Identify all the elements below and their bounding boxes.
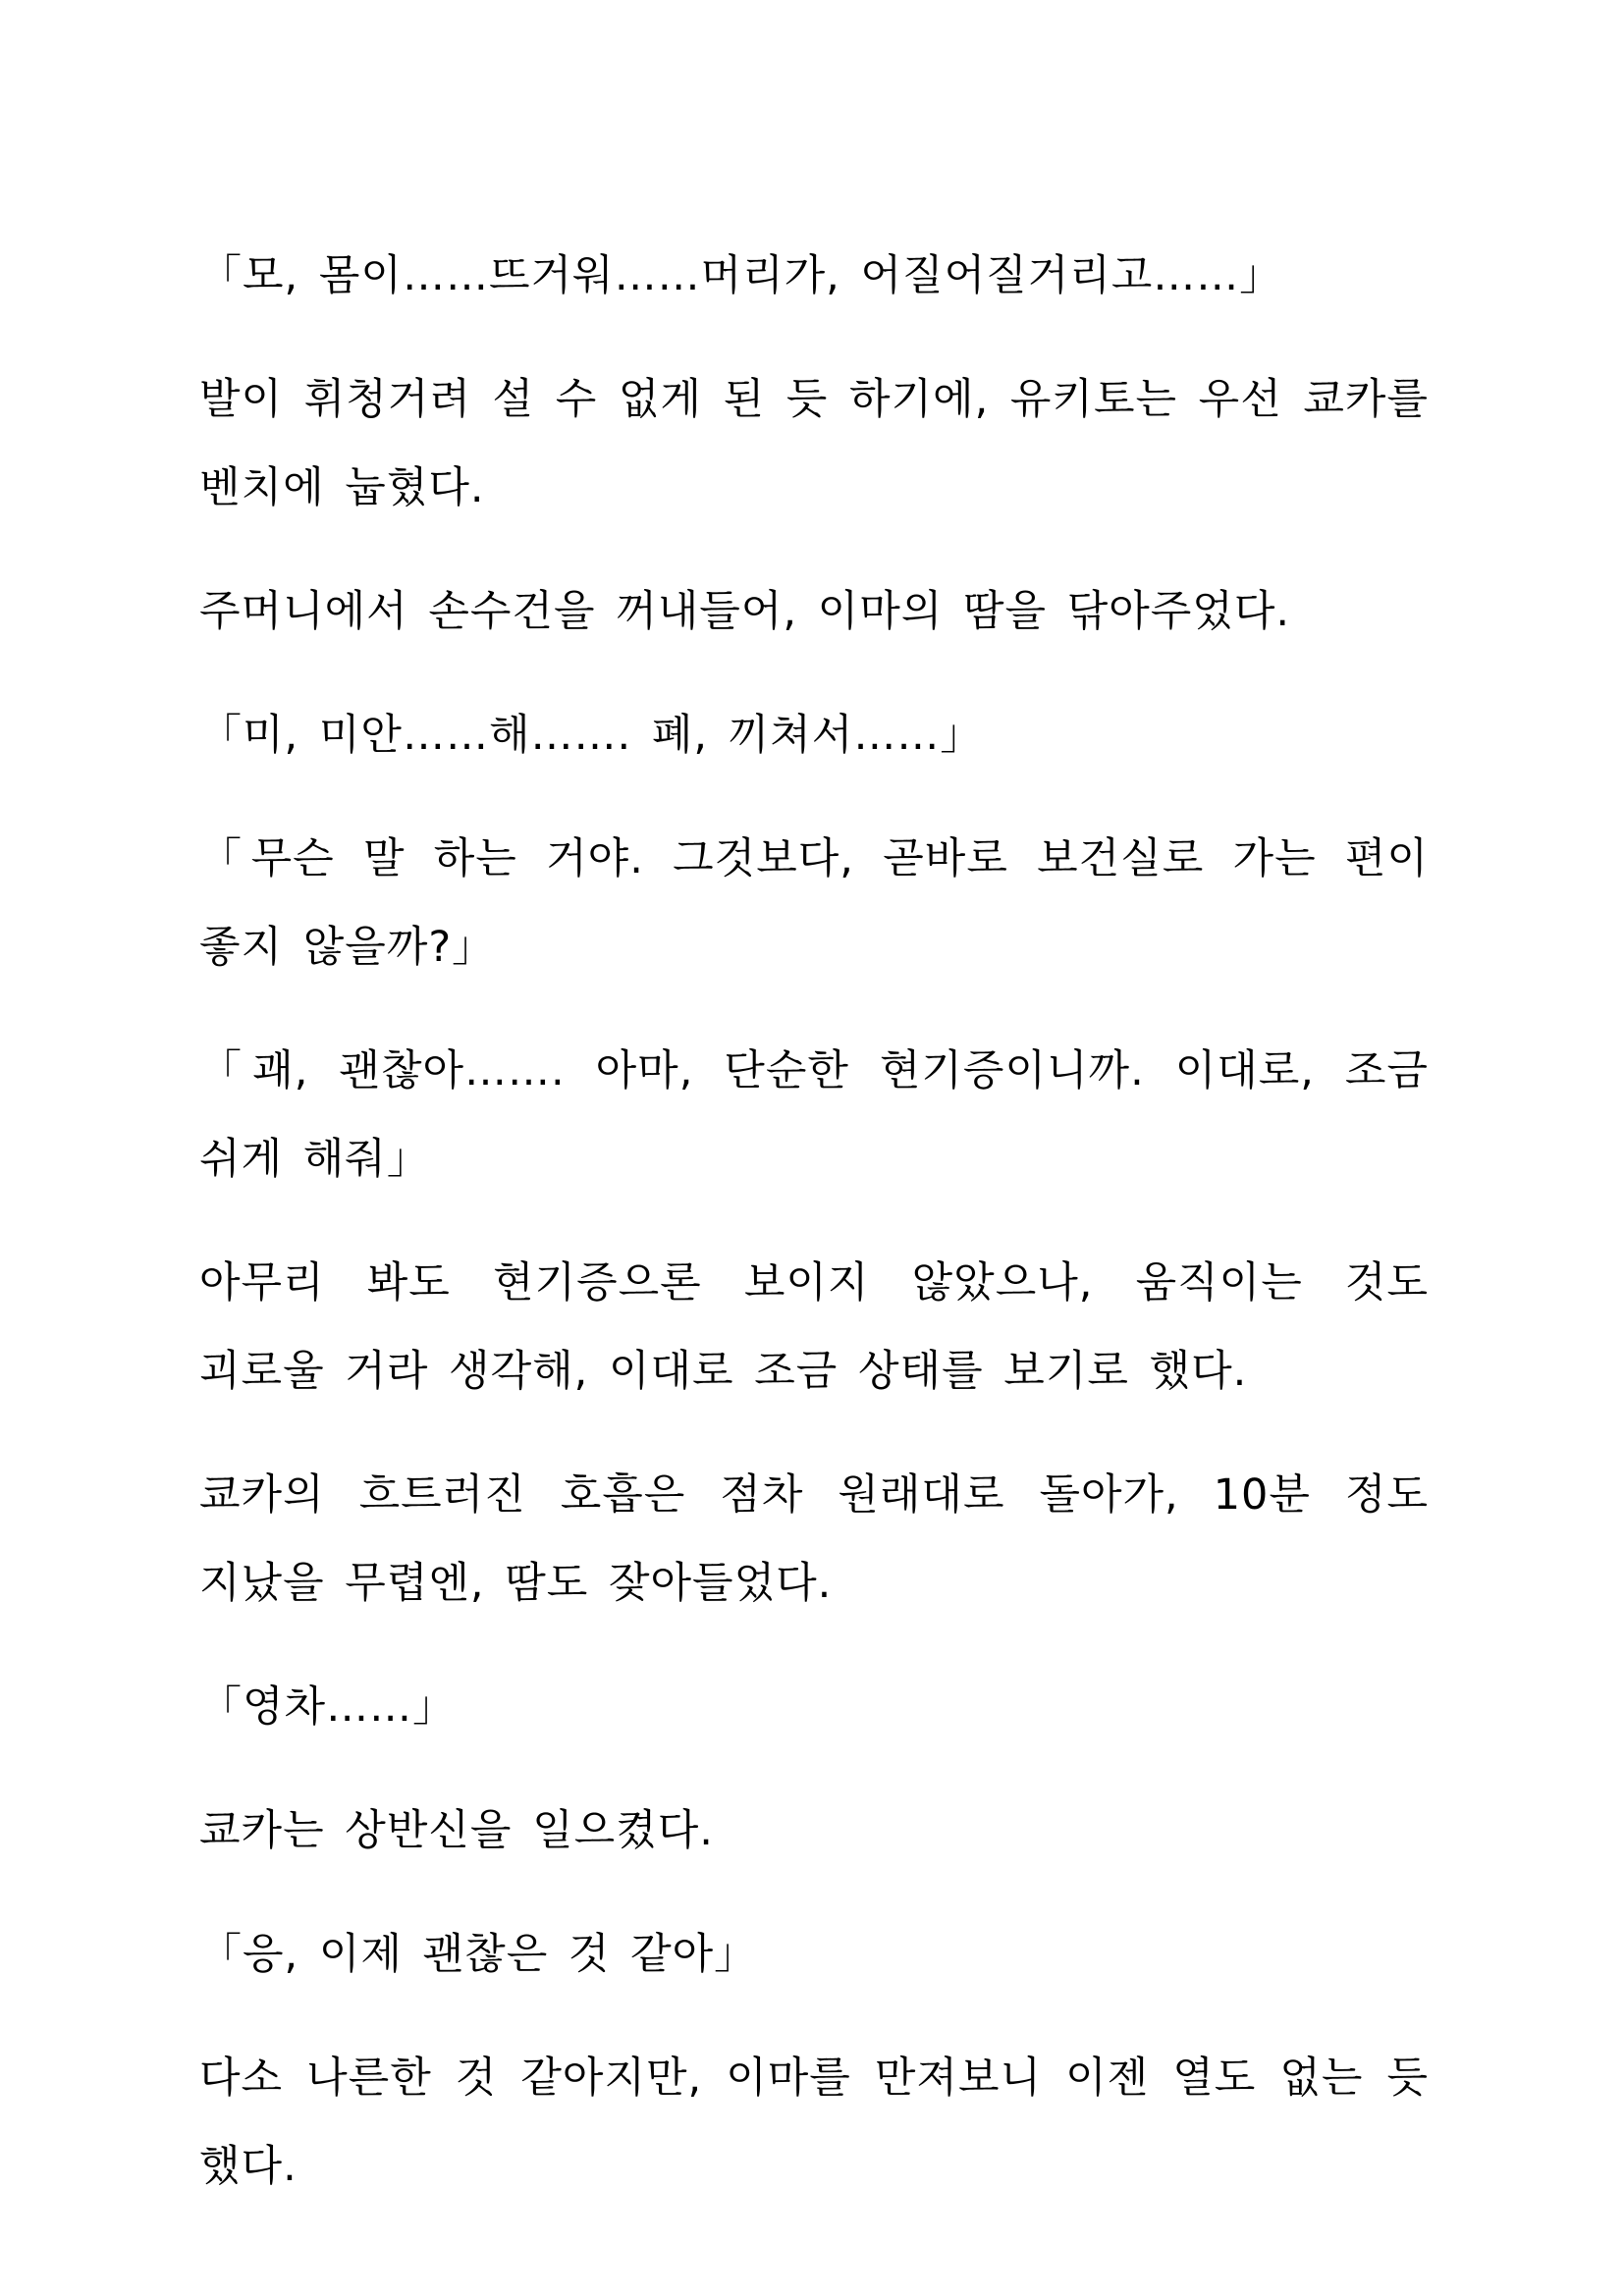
- text-body: [199, 232, 1429, 2246]
- paragraph: 「모, 몸이……뜨거워……머리가, 어질어질거리고……」: [199, 251, 1283, 300]
- paragraph: 「미, 미안……해……. 폐, 끼쳐서……」: [199, 711, 984, 760]
- paragraph: 「영차……」: [199, 1682, 457, 1732]
- paragraph: 아무리 봐도 현기증으론 보이지 않았으나, 움직이는 것도 괴로울 거라 생각해, 이대로 조금 상태를 보기로 했다.: [199, 1258, 1429, 1396]
- paragraph: 다소 나른한 것 같아지만, 이마를 만져보니 이젠 열도 없는 듯 했다.: [199, 2054, 1429, 2191]
- paragraph: 「응, 이제 괜찮은 것 같아」: [199, 1930, 758, 1979]
- paragraph: 「무슨 말 하는 거야. 그것보다, 곧바로 보건실로 가는 편이 좋지 않을까?」: [199, 834, 1429, 972]
- paragraph: 「괘, 괜찮아……. 아마, 단순한 현기증이니까. 이대로, 조금 쉬게 해줘」: [199, 1046, 1429, 1184]
- paragraph: 쿄카는 상반신을 일으켰다.: [199, 1806, 714, 1855]
- paragraph: 주머니에서 손수건을 꺼내들어, 이마의 땀을 닦아주었다.: [199, 587, 1291, 636]
- paragraph: 발이 휘청거려 설 수 없게 된 듯 하기에, 유키토는 우선 쿄카를 벤치에 눕혔다.: [199, 375, 1429, 512]
- paragraph: 쿄카의 흐트러진 호흡은 점차 원래대로 돌아가, 10분 정도 지났을 무렵엔, 땀도 잦아들었다.: [199, 1470, 1429, 1608]
